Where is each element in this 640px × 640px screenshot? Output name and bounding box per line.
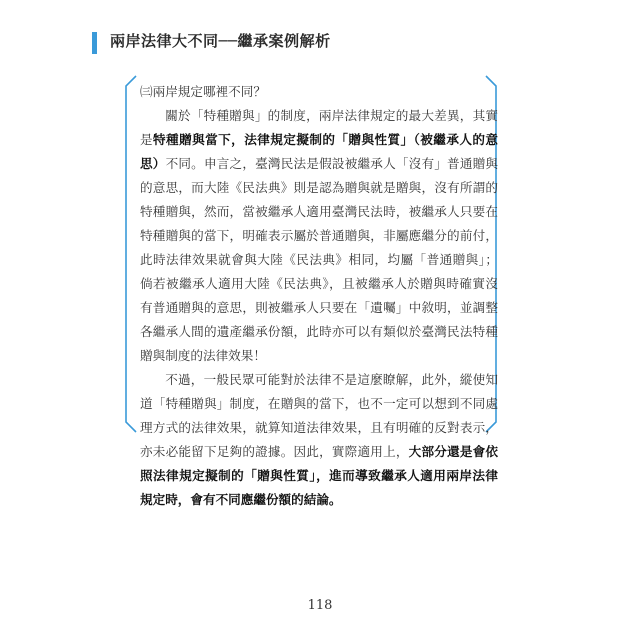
paragraph-2-run-1: 不過，一般民眾可能對於法律不是這麼瞭解，此外，縱使知道「特種贈與」制度，在贈與的當下，也不一定可以想到不同處理方式的法律效果，就算知道法律效果，且有明確的反對表示，亦未必能留下足夠的證據。因此，實際適用上，: [140, 372, 498, 459]
paragraph-1-run-1: 關於「特種贈與」的制度，兩岸法律規定的最大差異，其實是: [140, 108, 498, 147]
paragraph-1-run-3: 不同。申言之，臺灣民法是假設被繼承人「沒有」普通贈與的意思，而大陸《民法典》則是認為贈與就是贈與，沒有所謂的特種贈與，然而，當被繼承人適用臺灣民法時，被繼承人只要在特種贈與的當下，明確表示屬於普通贈與，非屬應繼分的前付，此時法律效果就會與大陸《民法典》相同，均屬「普通贈與」；倘若被繼承人適用大陸《民法典》，且被繼承人於贈與時確實沒有普通贈與的意思，則被繼承人只要在「遺囑」中敘明，並調整各繼承人間的遺產繼承份額，此時亦可以有類似於臺灣民法特種贈與制度的法律效果！: [140, 156, 499, 363]
paragraph-2-run-2-bold: 大部分還是會依照法律規定擬制的「贈與性質」，進而導致繼承人適用兩岸法律規定時，會有不同應繼份額的結論: [140, 444, 499, 507]
running-header-title: 兩岸法律大不同──繼承案例解析: [110, 32, 331, 50]
left-bracket-decoration: [124, 74, 138, 434]
section-content: [140, 80, 498, 512]
paragraph-1-run-2-bold: 特種贈與當下，法律規定擬制的「贈與性質」（被繼承人的意思）: [140, 132, 499, 171]
section-heading: ㈢兩岸規定哪裡不同？: [140, 84, 266, 99]
page-number: 118: [307, 598, 333, 613]
paragraph-2-run-3: 。: [328, 492, 342, 507]
header-accent-bar: [92, 32, 97, 54]
paragraph-2: [140, 368, 498, 512]
paragraph-1: [140, 104, 498, 368]
